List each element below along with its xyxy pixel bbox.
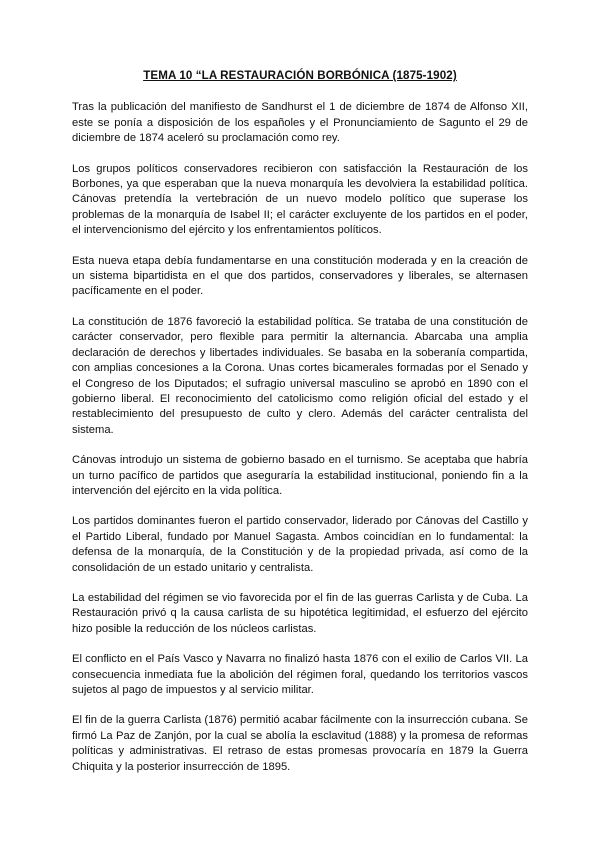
paragraph-7: La estabilidad del régimen se vio favorecida por el fin de las guerras Carlista y de Cuba. La Restauración privó q la causa carlista de su hipotética legitimidad, el esfuerzo del ejército hizo posible la reducción de los núcleos carlistas. (72, 591, 528, 635)
document-page (72, 68, 528, 790)
paragraph-2: Los grupos políticos conservadores recibieron con satisfacción la Restauración de los Borbones, ya que esperaban que la nueva monarquía les devolviera la estabilidad política. Cánovas pretendía la vertebración de un nuevo modelo político que superase los problemas de la monarquía de Isabel II; el carácter excluyente de los partidos en el poder, el intervencionismo del ejército y los enfrentamientos políticos. (72, 162, 528, 237)
paragraph-8: El conflicto en el País Vasco y Navarra no finalizó hasta 1876 con el exilio de Carlos VII. La consecuencia inmediata fue la abolición del régimen foral, quedando los territorios vascos sujetos al pago de impuestos y al servicio militar. (72, 653, 528, 696)
document-title (72, 68, 528, 83)
paragraph-3: Esta nueva etapa debía fundamentarse en una constitución moderada y en la creación de un sistema bipartidista en el que dos partidos, conservadores y liberales, se alternasen pacíficamente en el poder. (72, 254, 528, 298)
paragraph-1: Tras la publicación del manifiesto de Sandhurst el 1 de diciembre de 1874 de Alfonso XII, este se ponía a disposición de los españoles y el Pronunciamiento de Sagunto el 29 de diciembre de 1874 aceleró su proclamación como rey. (72, 101, 528, 145)
paragraph-6: Los partidos dominantes fueron el partido conservador, liderado por Cánovas del Castillo y el Partido Liberal, fundado por Manuel Sagasta. Ambos coincidían en lo fundamental: la defensa de la monarquía, de la Constitución y de la propiedad privada, así como de la consolidación de un estado unitario y centralista. (72, 515, 528, 574)
title-prefix: TEMA 10 (143, 69, 193, 82)
paragraph-4: La constitución de 1876 favoreció la estabilidad política. Se trataba de una constitución de carácter conservador, pero flexible para permitir la alternancia. Abarcaba una amplia declaración de derechos y libertades individuales. Se basaba en la soberanía compartida, con amplias concesiones a la Corona. Unas cortes bicamerales formadas por el Senado y el Congreso de los Diputados; el sufragio universal masculino se aprobó en 1890 con el gobierno liberal. El reconocimiento del catolicismo como religión oficial del estado y el restablecimiento del presupuesto de culto y clero. Además del carácter centralista del sistema. (72, 315, 528, 436)
title-text: “LA RESTAURACIÓN BORBÓNICA (1875-1902) (192, 69, 457, 82)
paragraph-5: Cánovas introdujo un sistema de gobierno basado en el turnismo. Se aceptaba que habría un turno pacífico de partidos que aseguraría la estabilidad institucional, poniendo fin a la intervención del ejército en la vida política. (72, 454, 528, 497)
paragraph-9: El fin de la guerra Carlista (1876) permitió acabar fácilmente con la insurrección cubana. Se firmó La Paz de Zanjón, por la cual se abolía la esclavitud (1888) y la promesa de reformas políticas y administrativas. El retraso de estas promesas provocaría en 1879 la Guerra Chiquita y la posterior insurrección de 1895. (72, 714, 528, 773)
